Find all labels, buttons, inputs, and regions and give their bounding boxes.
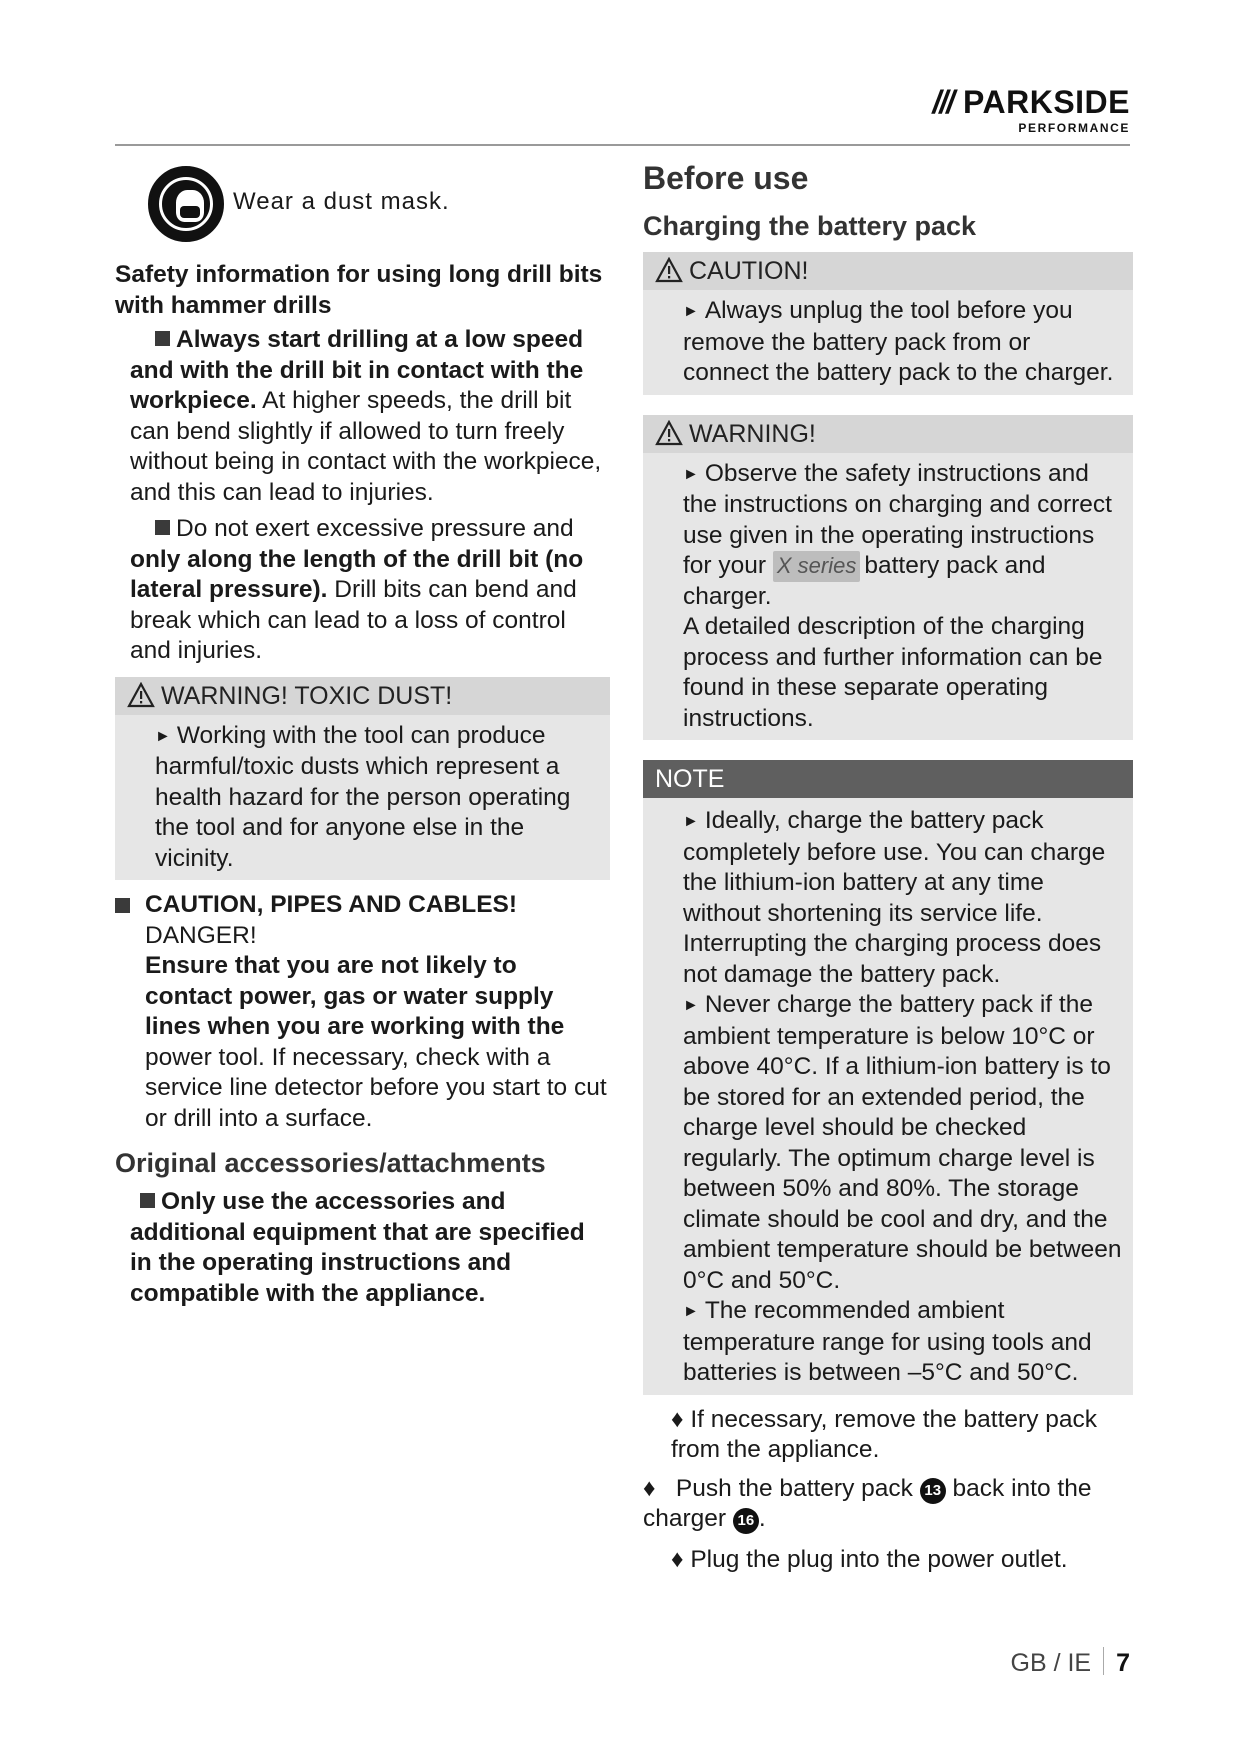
bullet-square-icon xyxy=(140,1193,155,1208)
step-2: ♦ Push the battery pack 13 back into the charger 16 . xyxy=(643,1474,1092,1532)
arrow-bullet-icon: ► xyxy=(683,997,699,1014)
ref-16-badge: 16 xyxy=(733,1508,759,1534)
warning-text-3: A detailed description of the charging process and further information can be found in these separate operating instructions. xyxy=(683,613,1103,732)
toxic-dust-box xyxy=(115,677,610,881)
arrow-bullet-icon: ► xyxy=(683,1303,699,1320)
accessories-item: Only use the accessories and additional equipment that are specified in the operating instructions and compatible with the appliance. xyxy=(130,1188,585,1307)
region-label: GB / IE xyxy=(1010,1649,1092,1677)
pipes-bold: Ensure that you are not likely to contact power, gas or water supply lines when you are working with the xyxy=(145,952,565,1040)
x-series-badge: X series xyxy=(773,551,860,582)
bullet-square-icon xyxy=(155,520,170,535)
step-1: ♦ If necessary, remove the battery pack from the appliance. xyxy=(671,1405,1098,1463)
dust-mask-icon xyxy=(148,166,224,242)
page-footer xyxy=(1011,1647,1131,1678)
item-low-speed: Always start drilling at a low speed and with the drill bit in contact with the workpiece. At higher speeds, the drill bit can bend slightly if allowed to turn freely without being in contact with the workpiece, and this can lead to injuries. xyxy=(130,326,602,506)
brand-slashes: /// xyxy=(932,84,954,120)
toxic-dust-head: WARNING! TOXIC DUST! xyxy=(115,677,610,715)
warning-head: WARNING! xyxy=(643,415,1133,453)
note-head: NOTE xyxy=(643,760,1133,798)
note-body xyxy=(643,798,1133,1395)
brand-name: PARKSIDE xyxy=(963,84,1130,120)
caution-head: CAUTION! xyxy=(643,252,1133,290)
bullet-square-icon xyxy=(115,898,130,913)
warning-triangle-icon xyxy=(655,257,683,283)
diamond-bullet-icon: ♦ xyxy=(671,1545,691,1573)
section-title: Before use xyxy=(643,160,809,196)
arrow-bullet-icon: ► xyxy=(683,813,699,830)
warning-box xyxy=(643,415,1133,741)
header-rule xyxy=(115,144,1130,146)
page-number: 7 xyxy=(1116,1649,1130,1677)
mask-text: Wear a dust mask. xyxy=(233,188,450,215)
caution-box xyxy=(643,252,1133,395)
note-item-2: ► Never charge the battery pack if the ambient temperature is below 10°C or above 40°C. If a lithium-ion battery is to be stored for an extended period, the charge level should be checked regularly. The optimum charge level is between 50% and 80%. The storage climate should be cool and dry, and the ambient temperature should be between 0°C and 50°C. xyxy=(683,991,1122,1294)
footer-divider xyxy=(1103,1647,1104,1675)
right-column xyxy=(643,160,1133,1575)
accessories-heading: Original accessories/attachments xyxy=(115,1148,546,1178)
diamond-bullet-icon: ♦ xyxy=(643,1474,676,1502)
left-column xyxy=(115,160,610,1309)
brand-logo xyxy=(932,84,1130,135)
mask-row xyxy=(115,160,610,240)
pipes-section xyxy=(115,890,610,1134)
section-subtitle: Charging the battery pack xyxy=(643,211,977,241)
note-item-1: ► Ideally, charge the battery pack completely before use. You can charge the lithium-ion battery at any time without shortening its service life. Interrupting the charging process does not damage the battery pack. xyxy=(683,807,1106,988)
pipes-head: CAUTION, PIPES AND CABLES! xyxy=(145,891,518,918)
warning-text: ► Observe the safety instructions and the instructions on charging and correct use given in the operating instructions for your X series battery pack and charger. A detailed description of the charging process and further information can be found in these separate operating instructions. xyxy=(643,453,1133,741)
bullet-square-icon xyxy=(155,331,170,346)
note-item-3: ► The recommended ambient temperature range for using tools and batteries is between –5°C and 50°C. xyxy=(683,1297,1092,1386)
diamond-bullet-icon: ♦ xyxy=(671,1405,691,1433)
pipes-danger: DANGER! xyxy=(145,921,257,949)
arrow-bullet-icon: ► xyxy=(683,303,699,320)
ref-13-badge: 13 xyxy=(920,1478,946,1504)
long-bits-heading: Safety information for using long drill bits with hammer drills xyxy=(115,261,603,319)
note-box xyxy=(643,760,1133,1395)
brand-sub: PERFORMANCE xyxy=(1018,121,1130,135)
item-pressure: Do not exert excessive pressure and only along the length of the drill bit (no lateral pressure). Drill bits can bend and break which can lead to a loss of control and injuries. xyxy=(130,515,584,664)
warning-triangle-icon xyxy=(655,420,683,446)
pipes-text: power tool. If necessary, check with a service line detector before you start to cut or drill into a surface. xyxy=(145,1043,607,1132)
toxic-dust-text: ► Working with the tool can produce harmful/toxic dusts which represent a health hazard for the person operating the tool and for anyone else in the vicinity. xyxy=(155,721,571,872)
warning-triangle-icon xyxy=(127,682,155,708)
caution-text: ► Always unplug the tool before you remove the battery pack from or connect the battery pack to the charger. xyxy=(683,297,1114,386)
arrow-bullet-icon: ► xyxy=(155,727,171,745)
step-3: ♦ Plug the plug into the power outlet. xyxy=(671,1545,1068,1573)
arrow-bullet-icon: ► xyxy=(683,465,699,483)
